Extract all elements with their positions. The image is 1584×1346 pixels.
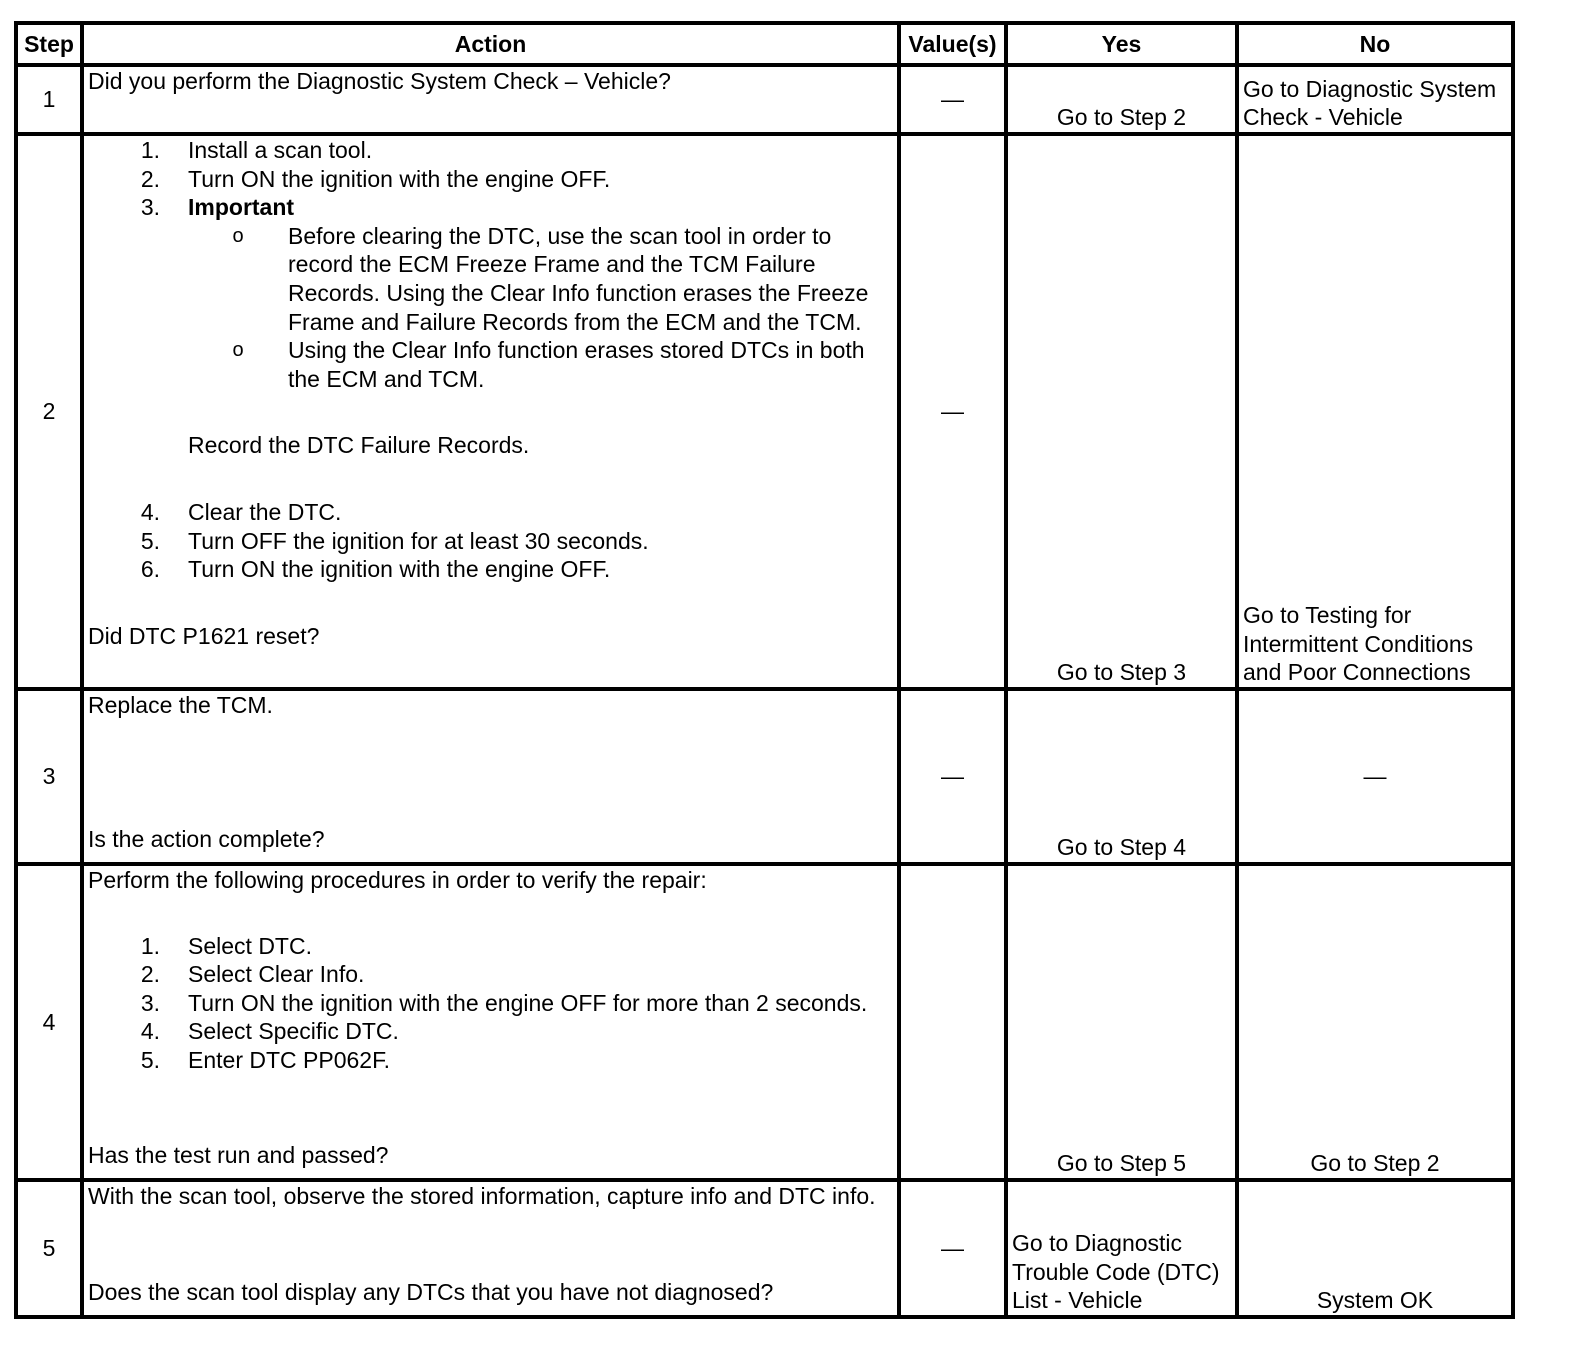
list-item	[88, 498, 893, 527]
bullet-text: Before clearing the DTC, use the scan tool in order to record the ECM Freeze Frame and the TCM Failure Records. Using the Clear Info function erases the Freeze Frame and Failure Records from the ECM and the TCM.	[288, 222, 869, 335]
list-item-text: Turn ON the ignition with the engine OFF.	[188, 556, 611, 583]
question-text: Is the action complete?	[88, 826, 325, 853]
bullet-circle-icon: o	[232, 339, 244, 362]
action-text: Did you perform the Diagnostic System Check – Vehicle?	[88, 68, 671, 94]
no-cell: Go to Step 2	[1237, 864, 1513, 1180]
list-item-text: Enter DTC PP062F.	[188, 1046, 390, 1073]
list-item	[88, 136, 893, 165]
list-item-number: 3.	[140, 194, 160, 221]
important-bullets	[88, 222, 893, 394]
value-cell	[899, 864, 1006, 1180]
note-text: Record the DTC Failure Records.	[188, 432, 530, 459]
no-cell: Go to Diagnostic System Check - Vehicle	[1237, 65, 1513, 134]
list-item	[88, 555, 893, 584]
list-item	[88, 989, 893, 1018]
value-cell: —	[899, 689, 1006, 864]
value-cell: —	[899, 1180, 1006, 1317]
diagnostic-table	[14, 21, 1515, 1319]
header-action: Action	[82, 23, 899, 65]
list-item-number: 1.	[140, 137, 160, 163]
important-label: Important	[188, 194, 295, 221]
action-cell	[82, 65, 899, 134]
list-item-text: Install a scan tool.	[188, 137, 373, 163]
step-number: 4	[16, 864, 82, 1180]
list-item-number: 6.	[140, 556, 160, 583]
bullet-text: Using the Clear Info function erases stored DTCs in both the ECM and TCM.	[288, 337, 865, 392]
step-number: 5	[16, 1180, 82, 1317]
action-text: Replace the TCM.	[88, 692, 273, 718]
question-text: Does the scan tool display any DTCs that you have not diagnosed?	[88, 1279, 774, 1306]
list-item-number: 5.	[140, 1046, 160, 1073]
list-item-text: Turn ON the ignition with the engine OFF.	[188, 165, 611, 192]
question-text: Did DTC P1621 reset?	[88, 622, 320, 649]
list-item	[188, 336, 893, 393]
list-item-number: 4.	[140, 1018, 160, 1045]
list-item-text: Select Clear Info.	[188, 961, 365, 988]
procedure-list	[88, 136, 893, 222]
step-number: 2	[16, 134, 82, 689]
list-item	[88, 165, 893, 194]
procedure-list	[88, 932, 893, 1075]
table-row	[16, 689, 1513, 864]
list-item	[88, 527, 893, 556]
header-yes: Yes	[1006, 23, 1237, 65]
list-item	[88, 1017, 893, 1046]
list-item-number: 1.	[140, 932, 160, 959]
action-cell	[82, 864, 899, 1180]
action-cell	[82, 689, 899, 864]
action-cell	[82, 134, 899, 689]
yes-cell: Go to Step 5	[1006, 864, 1237, 1180]
yes-cell: Go to Step 3	[1006, 134, 1237, 689]
list-item-text: Select DTC.	[188, 932, 312, 959]
action-cell	[82, 1180, 899, 1317]
step-number: 3	[16, 689, 82, 864]
header-row	[16, 23, 1513, 65]
list-item-text: Clear the DTC.	[188, 498, 342, 525]
list-item-text: Turn OFF the ignition for at least 30 seconds.	[188, 527, 649, 554]
list-item	[188, 222, 893, 336]
list-item	[88, 1046, 893, 1075]
list-item-text: Select Specific DTC.	[188, 1018, 399, 1045]
no-cell: Go to Testing for Intermittent Conditions and Poor Connections	[1237, 134, 1513, 689]
no-cell: System OK	[1237, 1180, 1513, 1317]
header-no: No	[1237, 23, 1513, 65]
list-item-number: 3.	[140, 989, 160, 1016]
question-text: Has the test run and passed?	[88, 1142, 389, 1169]
list-item	[88, 932, 893, 961]
no-cell: —	[1237, 689, 1513, 864]
step-number: 1	[16, 65, 82, 134]
table-row	[16, 65, 1513, 134]
list-item-text: Turn ON the ignition with the engine OFF for more than 2 seconds.	[188, 989, 868, 1016]
value-cell: —	[899, 134, 1006, 689]
list-item-number: 2.	[140, 165, 160, 192]
list-item-number: 4.	[140, 498, 160, 525]
action-text: With the scan tool, observe the stored information, capture info and DTC info.	[88, 1183, 876, 1209]
list-item-number: 5.	[140, 527, 160, 554]
list-item-number: 2.	[140, 961, 160, 988]
table-row	[16, 1180, 1513, 1317]
yes-cell: Go to Step 2	[1006, 65, 1237, 134]
procedure-list	[88, 498, 893, 584]
header-values: Value(s)	[899, 23, 1006, 65]
header-step: Step	[16, 23, 82, 65]
list-item	[88, 193, 893, 222]
bullet-circle-icon: o	[232, 224, 244, 247]
table-row	[16, 134, 1513, 689]
table-row	[16, 864, 1513, 1180]
yes-cell: Go to Step 4	[1006, 689, 1237, 864]
value-cell: —	[899, 65, 1006, 134]
list-item	[88, 960, 893, 989]
intro-text: Perform the following procedures in order to verify the repair:	[88, 867, 707, 893]
yes-cell: Go to Diagnostic Trouble Code (DTC) List - Vehicle	[1006, 1180, 1237, 1317]
